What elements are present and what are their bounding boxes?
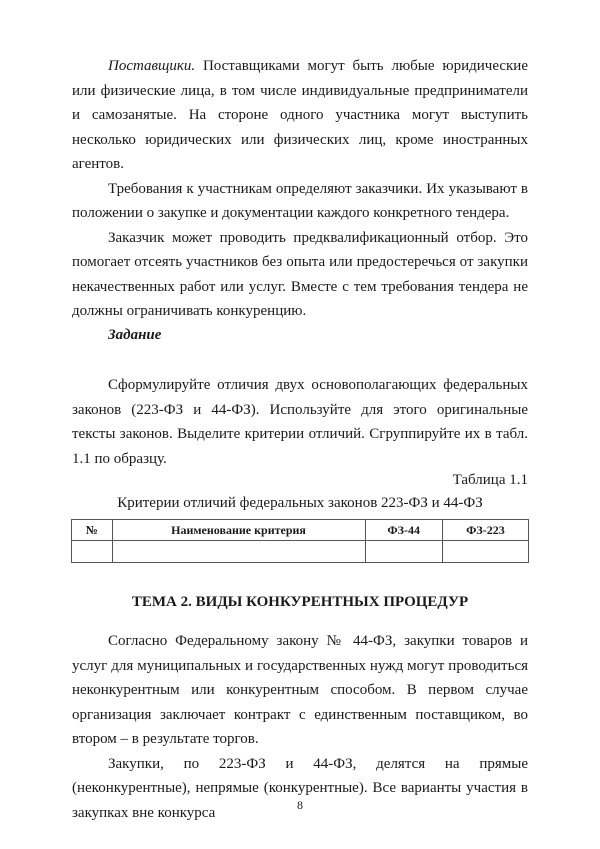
intro-section	[72, 54, 528, 324]
section-body	[72, 629, 528, 825]
paragraph-44fz-methods: Согласно Федеральному закону № 44-ФЗ, закупки товаров и услуг для муниципальных и государственных нужд могут проводиться неконкурентным или конкурентным способом. В первом случае организация заключает контракт с единственным поставщиком, во втором – в результате торгов.	[72, 633, 528, 747]
paragraph-prequalification: Заказчик может проводить предквалификационный отбор. Это помогает отсеять участников без опыта или предостеречься от закупки некачественных работ или услуг. Вместе с тем требования тендера не должны ограничивать конкуренцию.	[72, 229, 528, 319]
task-section	[72, 373, 528, 471]
paragraph-procurement-types: Закупки, по 223-ФЗ и 44-ФЗ, делятся на прямые (неконкурентные), непрямые (конкурентные). Все варианты участия в закупках вне конкурса	[72, 755, 528, 821]
task-heading: Задание	[108, 327, 162, 343]
table-caption: Критерии отличий федеральных законов 223-ФЗ и 44-ФЗ	[117, 495, 483, 511]
table-header-row	[72, 520, 529, 541]
paragraph-suppliers	[72, 54, 528, 177]
table-cell-criterion-name	[112, 541, 365, 563]
table-cell-fz44	[365, 541, 442, 563]
column-header-fz223: ФЗ-223	[442, 520, 528, 541]
criteria-table	[71, 519, 529, 563]
column-header-fz44: ФЗ-44	[365, 520, 442, 541]
task-text: Сформулируйте отличия двух основополагающих федеральных законов (223-ФЗ и 44-ФЗ). Используйте для этого оригинальные тексты законов. Выделите критерии отличий. Сгруппируйте их в табл. 1.1 по образцу.	[72, 377, 528, 467]
table-row	[72, 541, 529, 563]
section-title: ТЕМА 2. ВИДЫ КОНКУРЕНТНЫХ ПРОЦЕДУР	[131, 594, 469, 610]
paragraph-lead-term: Поставщики.	[108, 58, 196, 74]
page-number: 8	[297, 798, 303, 812]
table-cell-fz223	[442, 541, 528, 563]
table-cell-number	[72, 541, 113, 563]
column-header-criterion-name: Наименование критерия	[112, 520, 365, 541]
paragraph-text: Поставщиками могут быть любые юридические или физические лица, в том числе индивидуальные предприниматели и самозанятые. На стороне одного участника могут выступить несколько юридических или физических лиц, кроме иностранных агентов.	[72, 58, 528, 172]
column-header-number: №	[72, 520, 113, 541]
paragraph-requirements: Требования к участникам определяют заказчики. Их указывают в положении о закупке и документации каждого конкретного тендера.	[72, 180, 528, 221]
table-label: Таблица 1.1	[452, 472, 528, 488]
